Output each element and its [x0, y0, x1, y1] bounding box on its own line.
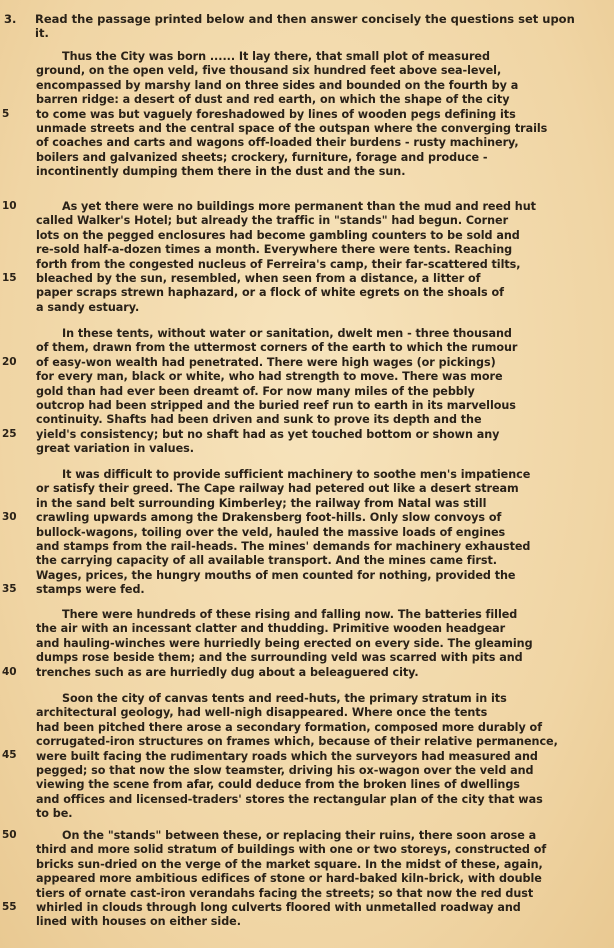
text-line: Soon the city of canvas tents and reed-huts, the primary stratum in its: [62, 692, 507, 705]
text-line: were built facing the rudimentary roads which the surveyors had measured and: [36, 749, 538, 763]
text-line: of easy-won wealth had penetrated. There were high wages (or pickings): [36, 355, 496, 369]
text-line: trenches such as are hurriedly dug about a beleaguered city.: [36, 665, 419, 679]
text-line: great variation in values.: [36, 442, 194, 456]
text-line: bleached by the sun, resembled, when seen from a distance, a litter of: [36, 271, 481, 285]
text-line: tiers of ornate cast-iron verandahs facing the streets; so that now the red dust: [36, 886, 534, 900]
text-line: re-sold half-a-dozen times a month. Everywhere there were tents. Reaching: [36, 243, 513, 257]
text-line: stamps were fed.: [36, 583, 145, 597]
text-line: whirled in clouds through long culverts floored with unmetalled roadway and: [36, 900, 521, 914]
text-line: pegged; so that now the slow teamster, driving his ox-wagon over the veld and: [36, 763, 534, 777]
text-line: and stamps from the rail-heads. The mines' demands for machinery exhausted: [36, 539, 531, 553]
text-line: dumps rose beside them; and the surrounding veld was scarred with pits and: [36, 651, 523, 665]
text-line: gold than had ever been dreamt of. For now many miles of the pebbly: [36, 384, 475, 398]
text-line: lined with houses on either side.: [36, 915, 241, 929]
text-line: encompassed by marshy land on three sides and bounded on the fourth by a: [36, 78, 519, 92]
line-number: 45: [2, 749, 17, 761]
text-line: appeared more ambitious edifices of stone or hard-baked kiln-brick, with double: [36, 872, 542, 886]
line-number: 55: [2, 901, 17, 913]
text-line: called Walker's Hotel; but already the traffic in "stands" had begun. Corner: [36, 214, 509, 228]
text-line: Thus the City was born ...... It lay there, that small plot of measured: [62, 50, 490, 63]
text-line: of coaches and carts and wagons off-loaded their burdens - rusty machinery,: [36, 136, 519, 150]
text-line: a sandy estuary.: [36, 300, 140, 314]
paragraph-7: [36, 829, 606, 930]
line-number: 40: [2, 666, 17, 678]
line-number: 35: [2, 583, 17, 595]
text-line: or satisfy their greed. The Cape railway had petered out like a desert stream: [36, 482, 519, 496]
text-line: and offices and licensed-traders' stores the rectangular plan of the city that was: [36, 792, 543, 806]
text-line: paper scraps strewn haphazard, or a flock of white egrets on the shoals of: [36, 286, 504, 300]
question-prompt: [35, 12, 595, 40]
text-line: outcrop had been stripped and the buried reef run to earth in its marvellous: [36, 398, 516, 412]
text-line: incontinently dumping them there in the dust and the sun.: [36, 165, 406, 179]
text-line: third and more solid stratum of buildings with one or two storeys, constructed of: [36, 843, 547, 857]
line-number: 25: [2, 428, 17, 440]
text-line: Wages, prices, the hungry mouths of men counted for nothing, provided the: [36, 568, 516, 582]
text-line: architectural geology, had well-nigh disappeared. Where once the tents: [36, 706, 488, 720]
text-line: boilers and galvanized sheets; crockery, furniture, forage and produce -: [36, 150, 488, 164]
text-line: the carrying capacity of all available transport. And the mines came first.: [36, 554, 497, 568]
text-line: As yet there were no buildings more permanent than the mud and reed hut: [62, 200, 536, 213]
text-line: the air with an incessant clatter and thudding. Primitive wooden headgear: [36, 622, 506, 636]
line-number: 15: [2, 272, 17, 284]
text-line: continuity. Shafts had been driven and sunk to prove its depth and the: [36, 413, 482, 427]
text-line: bricks sun-dried on the verge of the market square. In the midst of these, again,: [36, 857, 543, 871]
prompt-line: Read the passage printed below and then answer concisely the questions set upon: [35, 12, 575, 26]
question-number: 3.: [4, 12, 17, 26]
text-line: forth from the congested nucleus of Ferreira's camp, their far-scattered tilts,: [36, 257, 521, 271]
text-line: in the sand belt surrounding Kimberley; the railway from Natal was still: [36, 496, 487, 510]
text-line: of them, drawn from the uttermost corners of the earth to which the rumour: [36, 341, 518, 355]
line-number: 50: [2, 829, 17, 841]
text-line: viewing the scene from afar, could deduce from the broken lines of dwellings: [36, 778, 520, 792]
text-line: to come was but vaguely foreshadowed by lines of wooden pegs defining its: [36, 107, 516, 121]
text-line: yield's consistency; but no shaft had as yet touched bottom or shown any: [36, 427, 500, 441]
paragraph-1: [36, 50, 606, 180]
line-number: 30: [2, 511, 17, 523]
text-line: crawling upwards among the Drakensberg foot-hills. Only slow convoys of: [36, 511, 502, 525]
text-line: and hauling-winches were hurriedly being erected on every side. The gleaming: [36, 636, 533, 650]
line-number: 10: [2, 200, 17, 212]
text-line: There were hundreds of these rising and falling now. The batteries filled: [62, 608, 518, 621]
text-line: unmade streets and the central space of the outspan where the converging trails: [36, 121, 548, 135]
paragraph-2: [36, 200, 606, 315]
paragraph-4: [36, 468, 606, 598]
paragraph-5: [36, 608, 606, 680]
text-line: for every man, black or white, who had strength to move. There was more: [36, 370, 503, 384]
text-line: had been pitched there arose a secondary formation, composed more durably of: [36, 720, 543, 734]
paragraph-6: [36, 692, 606, 822]
paragraph-3: [36, 327, 606, 457]
text-line: lots on the pegged enclosures had become gambling counters to be sold and: [36, 228, 520, 242]
text-line: It was difficult to provide sufficient machinery to soothe men's impatience: [62, 468, 531, 481]
text-line: ground, on the open veld, five thousand six hundred feet above sea-level,: [36, 64, 502, 78]
text-line: corrugated-iron structures on frames which, because of their relative permanence,: [36, 735, 558, 749]
text-line: On the "stands" between these, or replacing their ruins, there soon arose a: [62, 829, 537, 842]
text-line: to be.: [36, 807, 73, 821]
text-line: bullock-wagons, toiling over the veld, hauled the massive loads of engines: [36, 525, 506, 539]
line-number: 5: [2, 108, 10, 120]
text-line: barren ridge: a desert of dust and red earth, on which the shape of the city: [36, 93, 510, 107]
line-number: 20: [2, 356, 17, 368]
text-line: In these tents, without water or sanitation, dwelt men - three thousand: [62, 327, 512, 340]
prompt-line: it.: [35, 26, 49, 40]
